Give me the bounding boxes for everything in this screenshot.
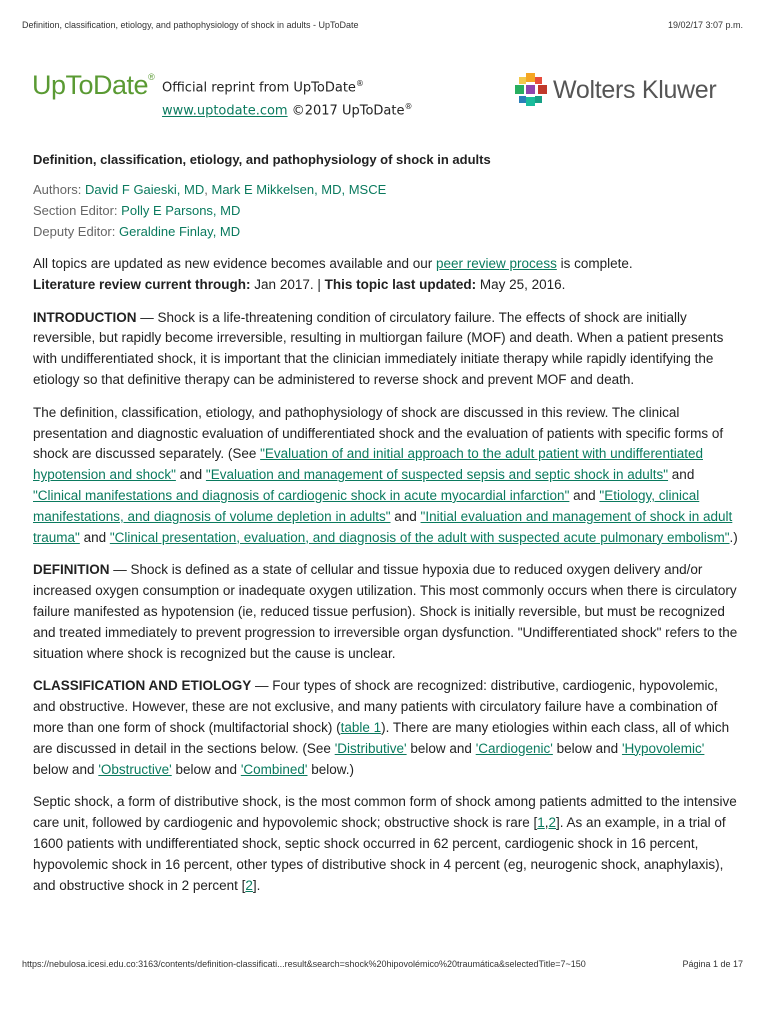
- page-footer-number: Página 1 de 17: [682, 959, 743, 969]
- link-septic-shock[interactable]: "Evaluation and management of suspected sepsis and septic shock in adults": [205, 467, 669, 483]
- link-table-1[interactable]: table 1: [340, 719, 382, 735]
- last-updated-value: May 25, 2016.: [476, 276, 566, 292]
- link-obstructive[interactable]: 'Obstructive': [98, 761, 172, 777]
- reprint-notice: [162, 74, 412, 121]
- link-cardiogenic[interactable]: 'Cardiogenic': [475, 740, 553, 756]
- reprint-line: Official reprint from UpToDate®: [162, 79, 364, 96]
- definition-heading: DEFINITION: [33, 562, 110, 578]
- authors-line: Authors: David F Gaieski, MD, Mark E Mikkelsen, MD, MSCE: [33, 182, 387, 197]
- reprint-link-line: www.uptodate.com ©2017 UpToDate®: [162, 102, 413, 119]
- uptodate-logo[interactable]: [32, 70, 154, 101]
- page-header-datetime: 19/02/17 3:07 p.m.: [667, 20, 743, 30]
- registered-mark: ®: [148, 72, 155, 82]
- reference-link-2b[interactable]: 2: [245, 877, 253, 893]
- link-combined[interactable]: 'Combined': [240, 761, 308, 777]
- wolters-kluwer-logo: [514, 72, 716, 108]
- classification-paragraph: CLASSIFICATION AND ETIOLOGY — Four types of shock are recognized: distributive, cardiogenic, hypovolemic, and obstructive. However, these are not exclusive, and many patients with circulatory failure have a combination of more than one form of shock (multifactorial shock) (table 1). There are many etiologies within each class, all of which are discussed in detail in the sections below. (See 'Distributive' below and 'Cardiogenic' below and 'Hypovolemic' below and 'Obstructive' below and 'Combined' below.): [33, 678, 730, 777]
- section-editor-line: Section Editor: Polly E Parsons, MD: [33, 203, 241, 218]
- deputy-editor-link[interactable]: Geraldine Finlay, MD: [119, 224, 241, 239]
- article-title: Definition, classification, etiology, and pathophysiology of shock in adults: [33, 152, 491, 167]
- lit-review-value: Jan 2017. |: [250, 276, 325, 292]
- update-notice: All topics are updated as new evidence becomes available and our peer review process is complete. Literature review current through: Jan 2017. | This topic last updated: May 25, 2016.: [33, 256, 633, 292]
- peer-review-link[interactable]: peer review process: [436, 256, 557, 271]
- link-hypovolemic[interactable]: 'Hypovolemic': [621, 740, 705, 756]
- section-editor-link[interactable]: Polly E Parsons, MD: [121, 203, 241, 218]
- page-header-title: Definition, classification, etiology, and pathophysiology of shock in adults - UpToDate: [22, 20, 359, 30]
- uptodate-website-link[interactable]: www.uptodate.com: [162, 103, 288, 119]
- link-distributive[interactable]: 'Distributive': [334, 740, 407, 756]
- copyright-text: ©2017 UpToDate: [291, 103, 405, 119]
- uptodate-logo-text: UpToDate: [32, 70, 149, 100]
- definition-paragraph: DEFINITION — Shock is defined as a state of cellular and tissue hypoxia due to reduced oxygen delivery and/or increased oxygen consumption or inadequate oxygen utilization. This most commonly occurs when there is circulatory failure manifested as hypotension (ie, reduced tissue perfusion). Shock is initially reversible, but must be recognized and treated immediately to prevent progression to irreversible organ dysfunction. "Undifferentiated shock" refers to the situation where shock is recognized but the cause is unclear.: [33, 562, 738, 661]
- article-meta: [33, 179, 739, 242]
- author-link-mikkelsen[interactable]: Mark E Mikkelsen, MD, MSCE: [211, 182, 387, 197]
- link-pulmonary-embolism[interactable]: "Clinical presentation, evaluation, and diagnosis of the adult with suspected acute pulmonary embolism": [109, 529, 730, 545]
- author-link-gaieski[interactable]: David F Gaieski, MD: [85, 182, 205, 197]
- reference-link-2[interactable]: 2: [548, 815, 557, 831]
- wolters-kluwer-globe-icon: [514, 73, 548, 107]
- last-updated-label: This topic last updated:: [324, 276, 477, 292]
- reference-link-1[interactable]: 1: [537, 815, 545, 831]
- link-shock-trauma[interactable]: "Initial evaluation and management of shock in adult trauma": [33, 508, 733, 545]
- link-cardiogenic-shock[interactable]: "Clinical manifestations and diagnosis of cardiogenic shock in acute myocardial infarction": [33, 487, 570, 503]
- page-footer-url: https://nebulosa.icesi.edu.co:3163/contents/definition-classificati...result&search=shock%20hipovolémico%20traumática&selectedTitle=7~150: [22, 959, 586, 969]
- lit-review-label: Literature review current through:: [33, 276, 251, 292]
- classification-heading: CLASSIFICATION AND ETIOLOGY: [33, 678, 252, 694]
- introduction-heading: INTRODUCTION: [33, 309, 137, 325]
- introduction-paragraph: INTRODUCTION — Shock is a life-threatening condition of circulatory failure. The effects of shock are initially reversible, but rapidly become irreversible, resulting in multiorgan failure (MOF) and death. When a patient presents with undifferentiated shock, it is important that the clinician immediately initiate therapy while rapidly identifying the etiology so that definitive therapy can be administered to reverse shock and prevent MOF and death.: [33, 309, 724, 387]
- septic-shock-paragraph: Septic shock, a form of distributive shock, is the most common form of shock among patients admitted to the intensive care unit, followed by cardiogenic and hypovolemic shock; obstructive shock is rare [1,2]. As an example, in a trial of 1600 patients with undifferentiated shock, septic shock occurred in 62 percent, cardiogenic shock in 16 percent, hypovolemic shock in 16 percent, other types of distributive shock in 4 percent (eg, neurogenic shock, anaphylaxis), and obstructive shock in 2 percent [2].: [33, 794, 737, 893]
- link-volume-depletion[interactable]: "Etiology, clinical manifestations, and diagnosis of volume depletion in adults": [33, 487, 700, 524]
- link-undifferentiated-hypotension[interactable]: "Evaluation of and initial approach to the adult patient with undifferentiated hypotension and shock": [33, 446, 703, 483]
- wolters-kluwer-text: Wolters Kluwer: [553, 75, 717, 104]
- article-content: [33, 152, 739, 908]
- deputy-editor-line: Deputy Editor: Geraldine Finlay, MD: [33, 224, 241, 239]
- discussion-paragraph: The definition, classification, etiology, and pathophysiology of shock are discussed in this review. The clinical presentation and diagnostic evaluation of undifferentiated shock and the evaluation of patients with specific forms of shock are discussed separately. (See "Evaluation of and initial approach to the adult patient with undifferentiated hypotension and shock" and "Evaluation and management of suspected sepsis and septic shock in adults" and "Clinical manifestations and diagnosis of cardiogenic shock in acute myocardial infarction" and "Etiology, clinical manifestations, and diagnosis of volume depletion in adults" and "Initial evaluation and management of shock in adult trauma" and "Clinical presentation, evaluation, and diagnosis of the adult with suspected acute pulmonary embolism".): [33, 404, 738, 545]
